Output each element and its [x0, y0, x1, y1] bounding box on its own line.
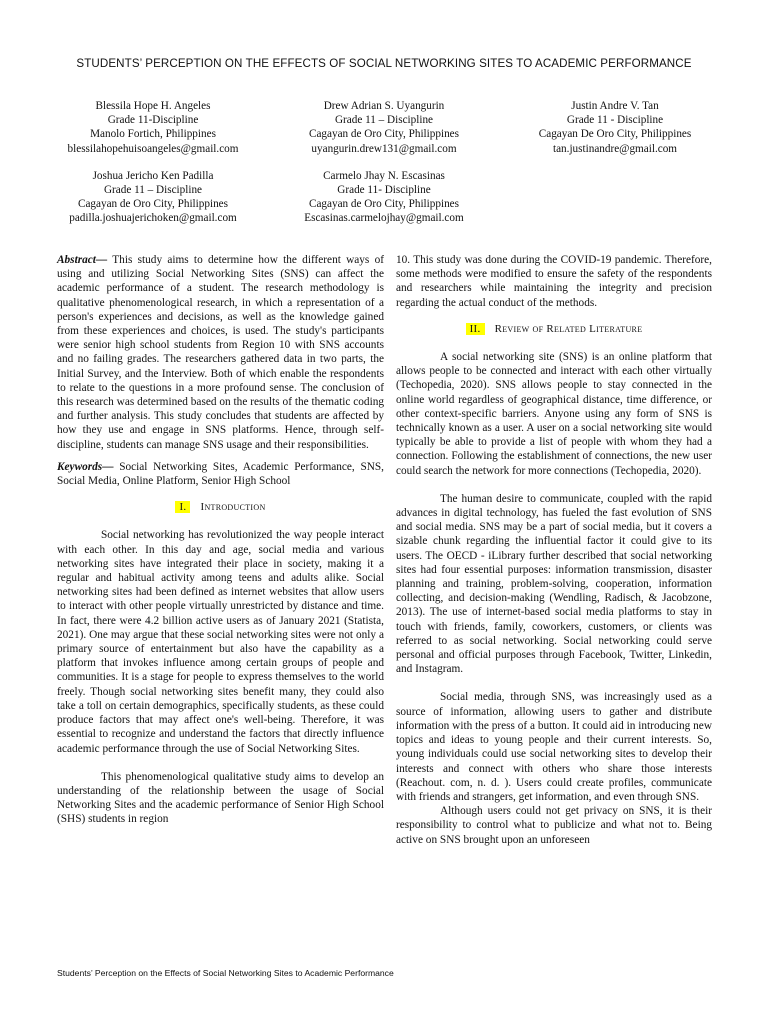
keywords-text: Social Networking Sites, Academic Performance, SNS, Social Media, Online Platform, Senior High School	[57, 460, 384, 488]
author-location: Cagayan De Oro City, Philippines	[538, 128, 692, 141]
left-column	[57, 253, 384, 827]
rrl-paragraph: Social media, through SNS, was increasingly used as a source of information, allowing users to gather and distribute information with the press of a button. It could aid in introducing new topics and ideas to young people and their current interests. So, young individuals could use social networking sites to develop their interests and connect with others who share those interests (Reachout. com, n. d. ). Users could create profiles, communicate with friends and strangers, get information, and even through SNS.	[396, 691, 712, 803]
author-email: padilla.joshuajerichoken@gmail.com	[69, 212, 237, 225]
intro-paragraph-continued: 10. This study was done during the COVID-19 pandemic. Therefore, some methods were modified to ensure the safety of the respondents and researchers while maintaining the integrity and precision regarding the actual conduct of the methods.	[396, 254, 712, 309]
rrl-paragraph: The human desire to communicate, coupled with the rapid advances in digital technology, has fueled the fast evolution of SNS and social media. SNS may be a part of social media, but it covers a sizable chunk regarding the influential factor it could give to its users. The OECD - iLibrary further described that social networking sites had four essential purposes: information transmission, disaster planning and training, problem-solving, cooperation, information collecting, and decision-making (Wendling, Radisch, & Jacobzone, 2013). The use of internet-based social media platforms to stay in touch with friends, family, coworkers, customers, or clients was referred to as social networking. Social networking could serve personal and official purposes through Facebook, Twitter, Linkedin, and Instagram.	[396, 492, 712, 676]
paper-title: STUDENTS’ PERCEPTION ON THE EFFECTS OF SOCIAL NETWORKING SITES TO ACADEMIC PERFORMANCE	[76, 57, 692, 70]
author-name: Justin Andre V. Tan	[571, 100, 659, 112]
author-card	[500, 99, 730, 156]
keywords-label: Keywords—	[57, 460, 114, 473]
author-name: Carmelo Jhay N. Escasinas	[323, 169, 445, 182]
author-email: Escasinas.carmelojhay@gmail.com	[304, 212, 464, 225]
rrl-paragraph: Although users could not get privacy on SNS, it is their responsibility to control what to publicize and what not to. Being active on SNS brought upon an unforeseen	[396, 805, 712, 846]
author-block	[38, 99, 730, 226]
section-number: I.	[175, 501, 190, 513]
author-name: Joshua Jericho Ken Padilla	[92, 169, 214, 182]
author-grade: Grade 11 – Discipline	[334, 114, 434, 127]
rrl-paragraph: A social networking site (SNS) is an online platform that allows people to be connected and interact with each other virtually (Techopedia, 2020). SNS allows people to stay connected in the online world regardless of geographical distance, time difference, or other context-specific barriers. Anyone using any form of SNS is technically known as a user. A user on a social networking site would typically be able to provide a list of people with whom they had a connection. Following the establishment of connections, the new user could search the network for more connections (Techopedia, 2020).	[396, 351, 712, 477]
author-email: tan.justinandre@gmail.com	[552, 142, 677, 155]
author-location: Cagayan de Oro City, Philippines	[309, 198, 459, 211]
author-grade: Grade 11-Discipline	[107, 114, 199, 127]
author-location: Cagayan de Oro City, Philippines	[309, 128, 459, 141]
author-card	[269, 169, 499, 226]
author-grade: Grade 11- Discipline	[337, 184, 431, 197]
abstract-text: This study aims to determine how the different ways of using and utilizing Social Networking Sites (SNS) can affect the academic performance of a student. The research methodology is qualitative phenomenological research, in which a representation of a person's experiences and decisions, as well as the knowledge gained from these experiences and choices, is used. The study's participants were senior high school students from Region 10 with SNS accounts and no failing grades. The researchers gathered data in two parts, the Initial Survey, and the Interview. Both of which enable the respondents to relate to the questions in a more profound sense. The conclusion of this research was determined based on the results of the thematic coding and further analysis. This study concludes that students are affected by how they use and engage in SNS platforms. Hence, through self-discipline, students can manage SNS usage and their responsibilities.	[57, 254, 384, 451]
abstract	[57, 253, 384, 452]
author-card	[269, 99, 499, 156]
author-location: Manolo Fortich, Philippines	[90, 128, 216, 141]
author-card	[38, 99, 268, 156]
intro-paragraph: Social networking has revolutionized the way people interact with each other. In this day and age, social media and various networking sites have integrated their place in society, making it a regular and habitual activity among teens and adults alike. Social networking sites had been defined as internet websites that allow users to interact with other people virtually unrestricted by distance and time. In fact, there were 4.2 billion active users as of January 2021 (Statista, 2021). One may argue that these social networking sites were not only a primary source of entertainment but also have the capability as a platform that invokes influence among certain groups of people and communities. It is a stage for people to express themselves to the world freely. Though social networking sites benefit many, they could also take a toll on certain demographics, specifically students, as these could produce factors that may affect one's well-being. Therefore, it was essential to recognize and understand the factors that directly influence academic performance through the use of Social Networking Sites.	[57, 529, 384, 755]
keywords	[57, 460, 384, 488]
section-title: Review of Related Literature	[494, 322, 643, 335]
abstract-label: Abstract—	[57, 254, 108, 266]
author-grade: Grade 11 - Discipline	[566, 114, 664, 127]
author-email: uyangurin.drew131@gmail.com	[311, 142, 457, 155]
right-column	[396, 253, 712, 847]
author-location: Cagayan de Oro City, Philippines	[78, 198, 228, 211]
author-name: Blessila Hope H. Angeles	[95, 100, 211, 112]
author-email: blessilahopehuisoangeles@gmail.com	[67, 142, 239, 155]
section-heading-introduction	[57, 500, 384, 514]
section-heading-rrl	[396, 322, 712, 336]
page-footer: Students’ Perception on the Effects of Social Networking Sites to Academic Performance	[57, 968, 394, 978]
author-row-2	[38, 169, 730, 226]
section-title: Introduction	[200, 501, 266, 514]
author-grade: Grade 11 – Discipline	[103, 184, 203, 197]
author-name: Drew Adrian S. Uyangurin	[323, 100, 445, 112]
author-row-1	[38, 99, 730, 156]
intro-paragraph: This phenomenological qualitative study aims to develop an understanding of the relationship between the usage of Social Networking Sites and the academic performance of Senior High School (SHS) students in region	[57, 770, 384, 826]
section-number: II.	[466, 323, 485, 335]
author-card	[38, 169, 268, 226]
